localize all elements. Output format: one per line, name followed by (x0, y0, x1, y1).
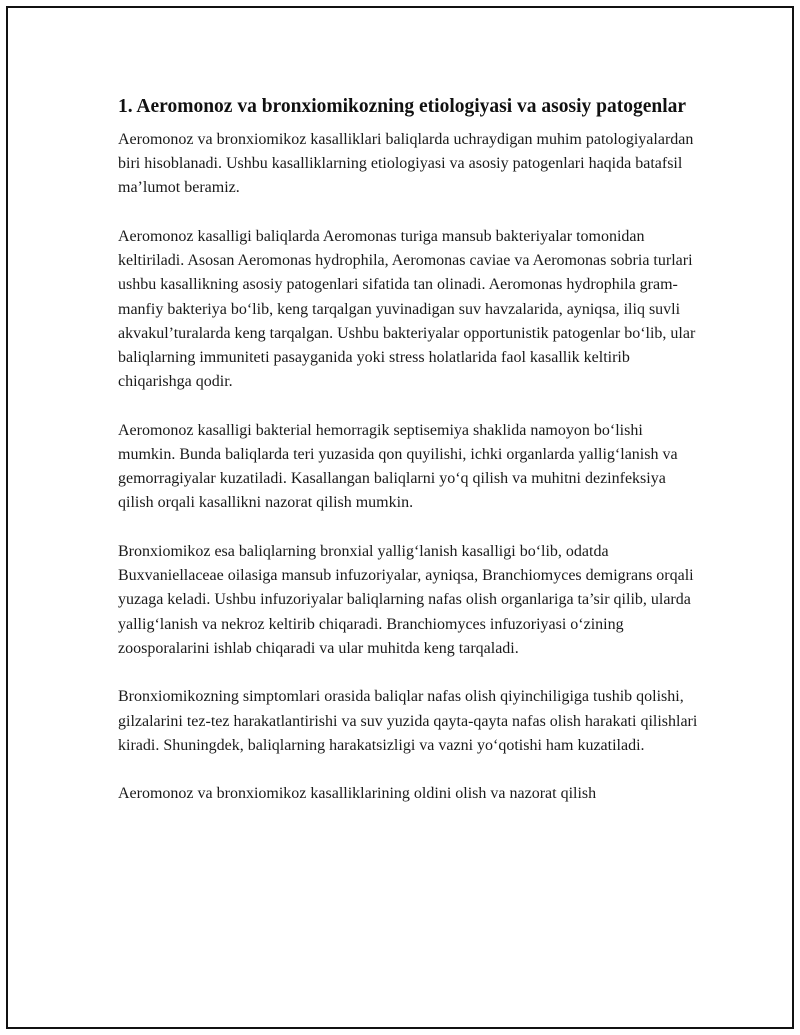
paragraph-bronxiomikoz-symptoms: Bronxiomikozning simptomlari orasida baliqlar nafas olish qiyinchiligiga tushib qolishi, gilzalarini tez-tez harakatlantirishi va suv yuzida qayta-qayta nafas olish harakati qilishlari kiradi. Shuningdek, baliqlarning harakatsizligi va vazni yo‘qotishi ham kuzatiladi. (118, 688, 698, 754)
document-body (118, 93, 698, 807)
paragraph-intro: Aeromonoz va bronxiomikoz kasalliklari baliqlarda uchraydigan muhim patologiyalardan biri hisoblanadi. Ushbu kasalliklarning etiologiyasi va asosiy patogenlari haqida batafsil ma’lumot beramiz. (118, 131, 694, 197)
paragraph-prevention: Aeromonoz va bronxiomikoz kasalliklarining oldini olish va nazorat qilish (118, 785, 597, 803)
paragraph-aeromonoz-etiology: Aeromonoz kasalligi baliqlarda Aeromonas turiga mansub bakteriyalar tomonidan keltiriladi. Asosan Aeromonas hydrophila, Aeromonas caviae va Aeromonas sobria turlari ushbu kasallikning asosiy patogenlari sifatida tan olinadi. Aeromonas hydrophila gram-manfiy bakteriya bo‘lib, keng tarqalgan yuvinadigan suv havzalarida, ayniqsa, iliq suvli akvakul’turalarda keng tarqalgan. Ushbu bakteriyalar opportunistik patogenlar bo‘lib, ular baliqlarning immuniteti pasayganida yoki stress holatlarida faol kasallik keltirib chiqarishga qodir. (118, 228, 696, 391)
section-heading: 1. Aeromonoz va bronxiomikozning etiologiyasi va asosiy patogenlar (118, 96, 687, 117)
paragraph-aeromonoz-symptoms: Aeromonoz kasalligi bakterial hemorragik septisemiya shaklida namoyon bo‘lishi mumkin. Bunda baliqlarda teri yuzasida qon quyilishi, ichki organlarda yallig‘lanish va gemorragiyalar kuzatiladi. Kasallangan baliqlarni yo‘q qilish va muhitni dezinfeksiya qilish orqali kasallikni nazorat qilish mumkin. (118, 421, 678, 512)
paragraph-bronxiomikoz-etiology: Bronxiomikoz esa baliqlarning bronxial yallig‘lanish kasalligi bo‘lib, odatda Buxvaniellaceae oilasiga mansub infuzoriyalar, ayniqsa, Branchiomyces demigrans orqali yuzaga keladi. Ushbu infuzoriyalar baliqlarning nafas olish organlariga ta’sir qilib, ularda yallig‘lanish va nekroz keltirib chiqaradi. Branchiomyces infuzoriyasi o‘zining zoosporalarini ishlab chiqaradi va ular muhitda keng tarqaladi. (118, 543, 694, 657)
